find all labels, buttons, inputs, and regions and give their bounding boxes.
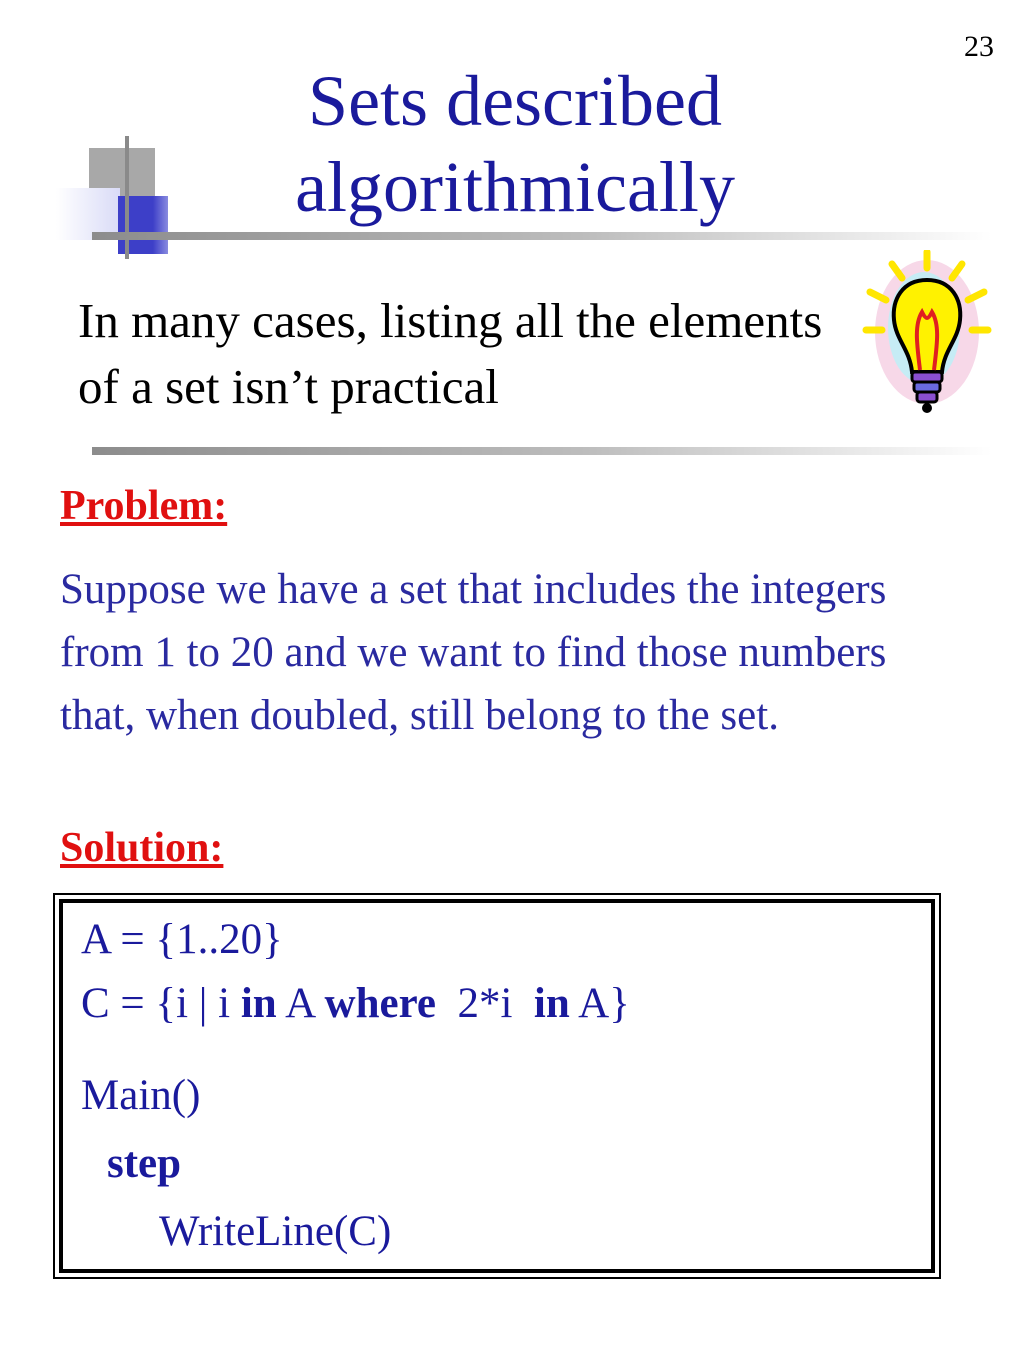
code-box xyxy=(53,893,941,1279)
code-line-1: A = {1..20} xyxy=(81,916,283,963)
title-line-1: Sets described xyxy=(308,61,722,141)
decor-vertical-line xyxy=(125,136,129,259)
keyword-where: where xyxy=(324,980,436,1027)
keyword-in: in xyxy=(240,980,277,1027)
subtitle-divider xyxy=(92,447,992,455)
slide-number: 23 xyxy=(964,30,994,63)
code-line-5: WriteLine(C) xyxy=(159,1208,392,1255)
code-text: 2*i xyxy=(435,980,534,1027)
problem-heading: Problem: xyxy=(60,483,228,529)
slide-title xyxy=(190,58,840,230)
code-line-2 xyxy=(81,979,630,1028)
problem-text: Suppose we have a set that includes the integers from 1 to 20 and we want to find those numbers that, when doubled, still belong to the set. xyxy=(60,566,887,739)
solution-heading: Solution: xyxy=(60,825,224,871)
code-box-inner-frame xyxy=(59,899,935,1273)
keyword-in: in xyxy=(533,980,570,1027)
subtitle: In many cases, listing all the elements of a set isn’t practical xyxy=(78,293,823,414)
code-text: A xyxy=(276,980,325,1027)
code-text: A} xyxy=(569,980,630,1027)
lightbulb-icon xyxy=(862,250,992,420)
code-text: C = {i | i xyxy=(81,980,241,1027)
code-line-3: Main() xyxy=(81,1072,201,1119)
title-divider xyxy=(92,232,992,240)
keyword-step: step xyxy=(107,1140,182,1187)
title-line-2: algorithmically xyxy=(295,147,735,227)
